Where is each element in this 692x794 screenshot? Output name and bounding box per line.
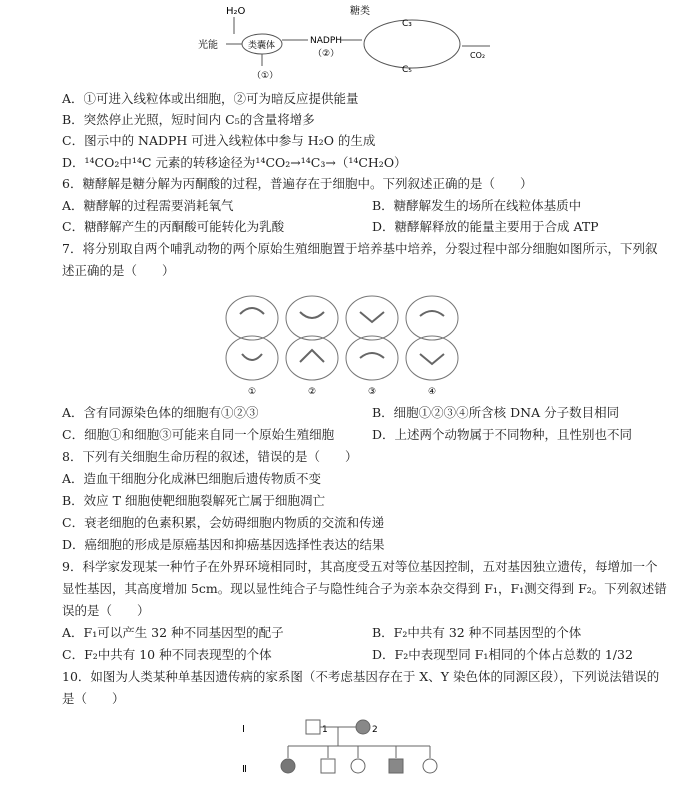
q8-option-a: A．造血干细胞分化成淋巴细胞后遗传物质不变	[62, 471, 322, 486]
q10-stem-line2: 是（ ）	[62, 691, 125, 706]
light-label: 光能	[198, 40, 218, 51]
q5-option-c: C．图示中的 NADPH 可进入线粒体中参与 H₂O 的生成	[62, 133, 376, 148]
q9-stem-line3: 误的是（ ）	[62, 603, 150, 618]
q9-option-d: D．F₂中表现型同 F₁相同的个体占总数的 1/32	[372, 647, 633, 662]
cell-3	[346, 296, 398, 397]
co2-label: CO₂	[470, 51, 486, 60]
individual-ii1	[281, 759, 295, 773]
photosynthesis-diagram	[190, 0, 500, 82]
q7-option-c: C．细胞①和细胞③可能来自同一个原始生殖细胞	[62, 427, 335, 442]
nadph-label: NADPH	[310, 36, 343, 46]
gen-2-label: Ⅱ	[242, 764, 247, 775]
q9-option-b: B．F₂中共有 32 种不同基因型的个体	[372, 625, 582, 640]
q8-option-c: C．衰老细胞的色素积累，会妨碍细胞内物质的交流和传递	[62, 515, 385, 530]
q6-option-b: B．糖酵解发生的场所在线粒体基质中	[372, 198, 582, 213]
individual-i2	[356, 720, 370, 734]
cell-1-label: ①	[248, 387, 257, 397]
individual-i2-label: 2	[372, 725, 378, 735]
individual-ii5	[423, 759, 437, 773]
q6-option-a: A．糖酵解的过程需要消耗氧气	[62, 198, 234, 213]
cell-2	[286, 296, 338, 397]
q6-option-d: D．糖酵解释放的能量主要用于合成 ATP	[372, 219, 599, 234]
q7-option-a: A．含有同源染色体的细胞有①②③	[62, 405, 259, 420]
thylakoid-label: 类囊体	[248, 41, 276, 51]
c5-label: C₅	[402, 65, 412, 75]
cell-4-label: ④	[428, 387, 437, 397]
cell-division-figure	[220, 288, 470, 400]
q8-stem: 8．下列有关细胞生命历程的叙述，错误的是（ ）	[62, 449, 358, 464]
individual-i1	[306, 720, 320, 734]
q7-stem-line2: 述正确的是（ ）	[62, 263, 175, 278]
q5-option-b: B．突然停止光照，短时间内 C₅的含量将增多	[62, 112, 315, 127]
individual-ii2	[321, 759, 335, 773]
q9-stem-line1: 9．科学家发现某一种竹子在外界环境相同时，其高度受五对等位基因控制，五对基因独立遗传，每增加一个	[62, 559, 658, 574]
individual-i1-label: 1	[322, 725, 328, 735]
q5-option-d: D．¹⁴CO₂中¹⁴C 元素的转移途径为¹⁴CO₂→¹⁴C₃→（¹⁴CH₂O）	[62, 155, 407, 170]
q6-option-c: C．糖酵解产生的丙酮酸可能转化为乳酸	[62, 219, 285, 234]
cell-3-label: ③	[368, 387, 377, 397]
q6-stem: 6．糖酵解是糖分解为丙酮酸的过程，普遍存在于细胞中。下列叙述正确的是（ ）	[62, 176, 533, 191]
q9-stem-line2: 显性基因，其高度增加 5cm。现以显性纯合子与隐性纯合子为亲本杂交得到 F₁，F₁测交得到 F₂。下列叙述错	[62, 581, 667, 596]
pedigree-chart	[238, 712, 458, 792]
q7-option-b: B．细胞①②③④所含核 DNA 分子数目相同	[372, 405, 620, 420]
cell-2-label: ②	[308, 387, 317, 397]
q5-option-a: A．①可进入线粒体或出细胞，②可为暗反应提供能量	[62, 91, 359, 106]
q7-option-d: D．上述两个动物属于不同物种，且性别也不同	[372, 427, 633, 442]
q9-option-c: C．F₂中共有 10 种不同表现型的个体	[62, 647, 272, 662]
q8-option-d: D．癌细胞的形成是原癌基因和抑癌基因选择性表达的结果	[62, 537, 385, 552]
individual-ii4	[389, 759, 403, 773]
mark1-label: （①）	[252, 71, 279, 81]
q8-option-b: B．效应 T 细胞使靶细胞裂解死亡属于细胞凋亡	[62, 493, 325, 508]
cell-1	[226, 296, 278, 397]
mark2-label: （②）	[313, 49, 340, 59]
q10-stem-line1: 10．如图为人类某种单基因遗传病的家系图（不考虑基因存在于 X、Y 染色体的同源区段），下列说法错误的	[62, 669, 660, 684]
gen-1-label: Ⅰ	[242, 724, 245, 735]
h2o-label: H₂O	[226, 6, 246, 17]
q7-stem-line1: 7．将分别取自两个哺乳动物的两个原始生殖细胞置于培养基中培养，分裂过程中部分细胞如图所示，下列叙	[62, 241, 658, 256]
q9-option-a: A．F₁可以产生 32 种不同基因型的配子	[62, 625, 284, 640]
sugar-label: 糖类	[350, 6, 370, 17]
individual-ii3	[351, 759, 365, 773]
calvin-cycle	[364, 20, 460, 68]
c3-label: C₃	[402, 19, 412, 29]
cell-4	[406, 296, 458, 397]
